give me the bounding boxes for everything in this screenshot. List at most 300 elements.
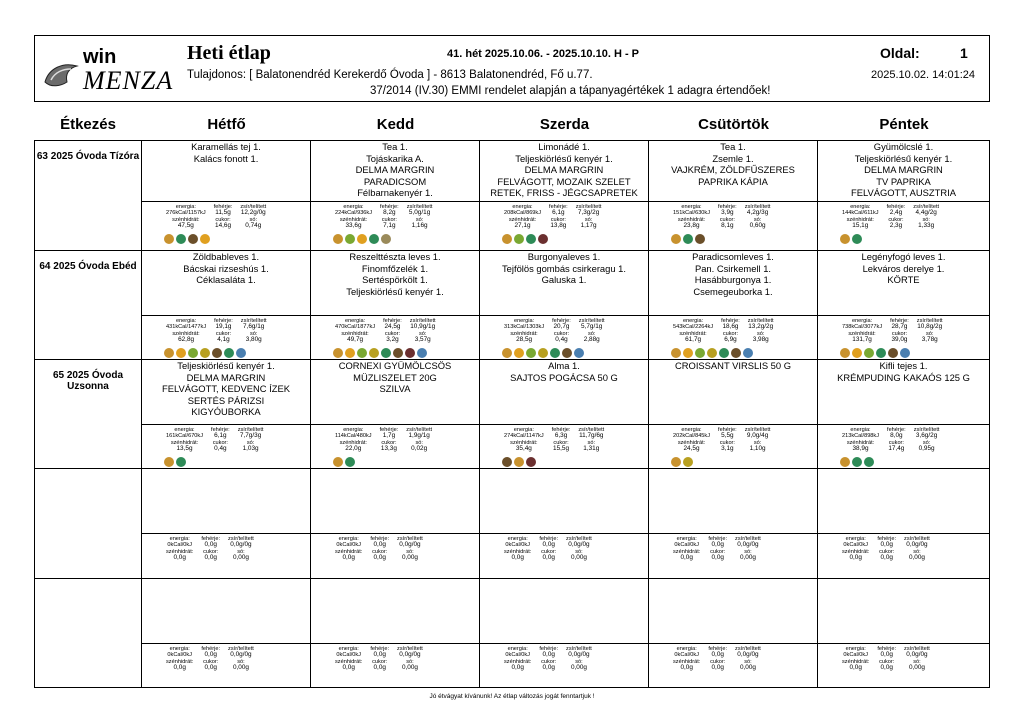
energy-value: 0kCal/0kJ	[843, 652, 868, 659]
nutrition-table	[331, 204, 437, 230]
sugar-label: cukor:	[215, 330, 232, 337]
salt-label: só:	[249, 330, 258, 337]
gluten-allergen-icon	[671, 348, 681, 358]
egg-allergen-icon	[683, 348, 693, 358]
fish-allergen-icon	[743, 348, 753, 358]
carb-value: 49,7g	[347, 336, 364, 344]
menu-item: Bácskai rizseshús 1.	[183, 262, 269, 274]
nutrition-table	[500, 204, 606, 230]
nutrition-table	[669, 204, 775, 230]
carb-value: 38,9g	[852, 445, 869, 453]
protein-value: 11,5g	[215, 209, 231, 217]
menu-item: SERTÉS PÁRIZSI	[187, 394, 265, 406]
menu-cell	[311, 251, 480, 359]
sugar-label: cukor:	[381, 439, 397, 446]
carb-label: szénhidrát:	[170, 439, 199, 446]
carb-value: 15,1g	[852, 222, 869, 230]
nutrition-table	[669, 536, 765, 562]
carb-label: szénhidrát:	[510, 439, 538, 446]
milk-allergen-icon	[224, 348, 234, 358]
menu-item: Tea 1.	[720, 141, 746, 152]
nutrition-panel	[649, 201, 817, 249]
salt-value: 3,78g	[921, 336, 938, 344]
menu-item: PARADICSOM	[363, 175, 427, 187]
salt-value: 0,95g	[918, 445, 935, 453]
fish-allergen-icon	[236, 348, 246, 358]
carb-label: szénhidrát:	[504, 548, 532, 555]
allergen-icons	[164, 234, 212, 246]
celery-allergen-icon	[188, 348, 198, 358]
soy-allergen-icon	[212, 348, 222, 358]
sugar-label: cukor:	[372, 658, 388, 665]
salt-label: só:	[744, 548, 752, 555]
menu-cell	[818, 141, 989, 250]
menu-items	[311, 360, 479, 395]
salt-label: só:	[925, 330, 934, 337]
milk-allergen-icon	[176, 457, 186, 467]
energy-label: energia:	[169, 646, 190, 652]
nutrition-table	[331, 646, 427, 672]
fat-label: zsír/telített	[747, 318, 774, 324]
milk-allergen-icon	[345, 457, 355, 467]
protein-label: fehérje:	[201, 536, 221, 542]
salt-value: 0,00g	[232, 554, 249, 562]
nutrition-panel	[818, 201, 989, 249]
protein-value: 5,5g	[721, 432, 734, 440]
fat-label: zsír/telített	[409, 318, 436, 324]
menu-item: FELVÁGOTT, MOZAIK SZELET	[497, 175, 631, 187]
protein-value: 6,1g	[214, 432, 227, 440]
energy-label: energia:	[845, 646, 866, 652]
sugar-label: cukor:	[550, 216, 566, 223]
column-header-thursday: Csütörtök	[698, 116, 769, 133]
menu-item: KRÉMPUDING KAKAÓS 125 G	[837, 371, 970, 383]
carb-value: 22,0g	[345, 445, 362, 453]
nutrition-panel	[142, 533, 310, 581]
nutrition-table	[669, 318, 778, 344]
energy-label: energia:	[682, 318, 704, 324]
fat-label: zsír/telített	[916, 318, 943, 324]
carb-label: szénhidrát:	[510, 330, 538, 337]
logo-menza-text: MENZA	[83, 66, 174, 95]
celery-allergen-icon	[345, 234, 355, 244]
protein-label: fehérje:	[214, 318, 233, 324]
protein-value: 0,0g	[542, 541, 555, 549]
salt-label: só:	[237, 548, 245, 555]
sugar-value: 0,0g	[880, 554, 893, 562]
sugar-label: cukor:	[722, 330, 739, 337]
meal-row	[35, 250, 989, 359]
nutrition-panel	[142, 424, 310, 472]
sugar-label: cukor:	[719, 439, 735, 446]
nutrition-panel	[818, 315, 989, 363]
sulphite-allergen-icon	[538, 234, 548, 244]
carb-label: szénhidrát:	[341, 330, 369, 337]
nutrition-panel	[818, 643, 989, 691]
salt-value: 2,88g	[583, 336, 600, 344]
salt-value: 0,00g	[908, 554, 925, 562]
menu-items	[480, 251, 648, 286]
menu-cell	[142, 579, 311, 688]
carb-value: 33,6g	[345, 222, 362, 230]
nutrition-table	[162, 646, 258, 672]
carb-label: szénhidrát:	[166, 548, 194, 555]
nutrition-table	[838, 427, 944, 453]
fat-label: zsír/telített	[228, 536, 254, 542]
gluten-allergen-icon	[671, 234, 681, 244]
soy-allergen-icon	[695, 234, 705, 244]
menu-cell	[649, 579, 818, 688]
sugar-value: 13,3g	[380, 445, 397, 453]
sugar-value: 0,0g	[711, 554, 724, 562]
milk-allergen-icon	[876, 348, 886, 358]
gluten-allergen-icon	[671, 457, 681, 467]
energy-label: energia:	[338, 536, 359, 542]
sugar-label: cukor:	[203, 548, 219, 555]
protein-label: fehérje:	[211, 427, 230, 433]
protein-label: fehérje:	[549, 204, 568, 210]
menu-item: VAJKRÉM, ZÖLDFŰSZERES	[671, 164, 795, 176]
fat-value: 5,7g/1g	[581, 323, 603, 331]
energy-value: 738kCal/3077kJ	[842, 324, 883, 331]
nutrition-panel	[311, 643, 479, 691]
menu-cell	[480, 141, 649, 250]
decree-note: 37/2014 (IV.30) EMMI rendelet alapján a tápanyagértékek 1 adagra értendőek!	[370, 85, 771, 97]
salt-label: só:	[584, 216, 593, 223]
fat-value: 5,0g/1g	[408, 209, 431, 217]
menu-items	[311, 141, 479, 199]
salt-value: 0,02g	[411, 445, 428, 453]
milk-allergen-icon	[176, 234, 186, 244]
menu-item: FELVÁGOTT, KEDVENC ÍZEK	[162, 383, 290, 395]
gluten-allergen-icon	[502, 234, 512, 244]
carb-label: szénhidrát:	[335, 548, 363, 555]
menu-item: Félbarnakenyér 1.	[357, 187, 433, 199]
menu-items	[480, 360, 648, 383]
protein-label: fehérje:	[887, 427, 906, 433]
menu-items	[649, 360, 817, 372]
sugar-label: cukor:	[381, 216, 397, 223]
menu-grid	[34, 140, 990, 688]
salt-label: só:	[418, 330, 427, 337]
milk-allergen-icon	[526, 234, 536, 244]
salt-value: 1,31g	[583, 445, 600, 453]
gluten-allergen-icon	[333, 348, 343, 358]
energy-value: 276kCal/1157kJ	[166, 210, 206, 217]
mustard-allergen-icon	[200, 348, 210, 358]
protein-label: fehérje:	[539, 536, 559, 542]
energy-label: energia:	[681, 427, 702, 433]
winmenza-logo	[43, 44, 173, 94]
menu-item: Zöldbableves 1.	[192, 251, 260, 262]
carb-value: 27,1g	[514, 222, 531, 230]
nutrition-panel	[818, 533, 989, 581]
carb-value: 13,5g	[176, 445, 193, 453]
fat-label: zsír/telített	[575, 204, 602, 210]
menu-cell	[480, 360, 649, 468]
salt-value: 1,03g	[242, 445, 259, 453]
protein-value: 3,9g	[721, 209, 734, 217]
energy-label: energia:	[344, 318, 366, 324]
carb-value: 62,8g	[178, 336, 195, 344]
soy-allergen-icon	[393, 348, 403, 358]
menu-item: TV PAPRIKA	[876, 175, 931, 187]
egg-allergen-icon	[345, 348, 355, 358]
sugar-label: cukor:	[541, 658, 557, 665]
protein-value: 0,0g	[542, 651, 555, 659]
protein-value: 0,0g	[204, 541, 217, 549]
protein-label: fehérje:	[213, 204, 233, 210]
carb-value: 0,0g	[849, 554, 862, 562]
energy-value: 0kCal/0kJ	[674, 542, 699, 549]
protein-label: fehérje:	[708, 536, 728, 542]
menu-item: SZILVA	[379, 383, 411, 395]
nutrition-table	[669, 646, 765, 672]
protein-value: 6,1g	[552, 209, 565, 217]
gluten-allergen-icon	[164, 348, 174, 358]
nutrition-table	[500, 318, 609, 344]
energy-label: energia:	[512, 204, 533, 210]
column-header-meal: Étkezés	[60, 116, 116, 133]
menu-item: Csemegeuborka 1.	[693, 285, 773, 297]
carb-value: 0,0g	[680, 554, 693, 562]
allergen-icons	[333, 234, 393, 246]
energy-value: 543kCal/2264kJ	[673, 324, 714, 331]
fat-label: zsír/telített	[735, 536, 761, 542]
egg-allergen-icon	[176, 348, 186, 358]
allergen-icons	[502, 234, 550, 246]
sugar-label: cukor:	[888, 439, 904, 446]
energy-value: 224kCal/936kJ	[335, 210, 373, 217]
menu-item: Tejfölös gombás csirkeragu 1.	[501, 262, 627, 274]
menu-cell	[142, 141, 311, 250]
salt-value: 0,74g	[245, 222, 262, 230]
menu-item: Limonádé 1.	[538, 141, 590, 152]
fat-value: 0,0g/0g	[568, 541, 590, 549]
sugar-label: cukor:	[879, 658, 895, 665]
protein-value: 6,3g	[554, 432, 568, 440]
nutrition-panel	[311, 201, 479, 249]
gluten-allergen-icon	[840, 234, 850, 244]
sugar-value: 0,4g	[555, 336, 568, 344]
soy-allergen-icon	[888, 348, 898, 358]
sugar-value: 14,6g	[215, 222, 232, 230]
menu-item: Tea 1.	[382, 141, 408, 152]
energy-label: energia:	[845, 536, 866, 542]
salt-value: 0,00g	[739, 664, 756, 672]
carb-value: 61,7g	[685, 336, 702, 344]
column-header-friday: Péntek	[879, 116, 929, 133]
fat-label: zsír/telített	[397, 646, 423, 652]
salt-label: só:	[575, 658, 583, 665]
fat-label: zsír/telített	[406, 204, 433, 210]
protein-label: fehérje:	[539, 646, 559, 652]
nutrition-panel	[142, 643, 310, 691]
celery-allergen-icon	[357, 348, 367, 358]
fat-label: zsír/telített	[735, 646, 761, 652]
carb-value: 131,7g	[852, 336, 872, 344]
sulphite-allergen-icon	[405, 348, 415, 358]
fat-label: zsír/telített	[566, 536, 592, 542]
salt-label: só:	[922, 216, 930, 223]
nutrition-panel	[649, 424, 817, 472]
nutrition-table	[162, 204, 270, 230]
menu-item: Teljeskiörlésű kenyér 1.	[177, 360, 275, 371]
protein-label: fehérje:	[370, 646, 390, 652]
mustard-allergen-icon	[369, 348, 379, 358]
salt-label: só:	[406, 658, 414, 665]
menu-cell	[480, 579, 649, 688]
sugar-value: 3,2g	[386, 336, 399, 344]
nutrition-table	[500, 536, 596, 562]
carb-value: 0,0g	[173, 664, 186, 672]
milk-allergen-icon	[381, 348, 391, 358]
meal-row-label: 64 2025 Óvoda Ebéd	[35, 251, 142, 359]
celery-allergen-icon	[514, 234, 524, 244]
menu-item: Kalács fonott 1.	[193, 152, 259, 164]
carb-label: szénhidrát:	[673, 658, 701, 665]
energy-label: energia:	[174, 427, 195, 433]
carb-label: szénhidrát:	[339, 439, 367, 446]
protein-value: 0,0g	[373, 651, 386, 659]
menu-cell	[649, 251, 818, 359]
menu-items	[142, 251, 310, 286]
salt-label: só:	[922, 439, 931, 446]
fat-value: 4,4g/2g	[915, 209, 937, 217]
page-title: Heti étlap	[187, 42, 271, 64]
meal-row-label: 63 2025 Óvoda Tízóra	[35, 141, 142, 250]
protein-value: 0,0g	[711, 651, 724, 659]
nutrition-table	[838, 204, 943, 230]
energy-value: 144kCal/611kJ	[842, 210, 879, 217]
menu-item: Hasábburgonya 1.	[694, 274, 772, 286]
menu-cell	[649, 360, 818, 468]
carb-label: szénhidrát:	[677, 216, 706, 223]
carb-value: 47,5g	[177, 222, 194, 230]
energy-label: energia:	[850, 204, 871, 210]
carb-label: szénhidrát:	[166, 658, 194, 665]
energy-value: 470kCal/1877kJ	[335, 324, 376, 331]
sugar-value: 6,9g	[724, 336, 737, 344]
energy-label: energia:	[338, 646, 359, 652]
milk-allergen-icon	[550, 348, 560, 358]
page-number: 1	[960, 45, 968, 61]
protein-value: 28,7g	[891, 323, 908, 331]
protein-value: 8,0g	[890, 432, 903, 440]
protein-value: 1,7g	[382, 432, 396, 440]
nutrition-panel	[649, 533, 817, 581]
sugar-value: 0,0g	[880, 664, 893, 672]
menu-items	[818, 251, 989, 286]
salt-value: 0,00g	[570, 554, 587, 562]
menu-cell	[311, 469, 480, 578]
salt-value: 0,00g	[739, 554, 756, 562]
sugar-value: 8,1g	[721, 222, 734, 230]
carb-label: szénhidrát:	[172, 216, 200, 223]
gluten-allergen-icon	[333, 457, 343, 467]
carb-value: 0,0g	[173, 554, 186, 562]
energy-value: 313kCal/1303kJ	[504, 324, 545, 331]
salt-label: só:	[415, 439, 423, 446]
menu-cell	[142, 251, 311, 359]
energy-label: energia:	[676, 646, 697, 652]
nutrition-table	[162, 536, 258, 562]
sugar-value: 0,4g	[214, 445, 227, 453]
salt-label: só:	[913, 658, 921, 665]
carb-label: szénhidrát:	[677, 439, 706, 446]
sugar-value: 39,0g	[891, 336, 908, 344]
carb-value: 35,4g	[515, 445, 532, 453]
energy-value: 0kCal/0kJ	[843, 542, 868, 549]
carb-label: szénhidrát:	[508, 216, 537, 223]
menu-item: Kifli tejes 1.	[879, 360, 928, 371]
carb-value: 0,0g	[342, 664, 355, 672]
energy-value: 0kCal/0kJ	[167, 652, 192, 659]
protein-value: 2,4g	[889, 209, 903, 217]
fat-label: zsír/telített	[237, 427, 264, 433]
fat-value: 12,2g/0g	[240, 209, 266, 217]
menu-item: Sertéspörkölt 1.	[362, 274, 428, 286]
carb-value: 28,5g	[516, 336, 533, 344]
protein-label: fehérje:	[551, 427, 571, 433]
column-header-wednesday: Szerda	[539, 116, 590, 133]
gluten-allergen-icon	[514, 457, 524, 467]
energy-value: 202kCal/845kJ	[673, 433, 711, 440]
menu-item: Teljeskiörlésű kenyér 1.	[854, 152, 953, 164]
menu-item: DELMA MARGRIN	[864, 164, 943, 176]
carb-label: szénhidrát:	[335, 658, 363, 665]
fat-label: zsír/telített	[397, 536, 423, 542]
menu-item: Pan. Csirkemell 1.	[694, 262, 772, 274]
protein-label: fehérje:	[877, 646, 897, 652]
salt-label: só:	[587, 439, 596, 446]
logo-win-text: win	[83, 46, 117, 68]
salt-label: só:	[913, 548, 921, 555]
energy-label: energia:	[175, 318, 197, 324]
protein-value: 0,0g	[880, 651, 893, 659]
nutrition-table	[331, 318, 440, 344]
protein-value: 0,0g	[204, 651, 217, 659]
fish-allergen-icon	[900, 348, 910, 358]
fat-value: 4,2g/3g	[746, 209, 769, 217]
milk-allergen-icon	[683, 234, 693, 244]
fat-value: 0,0g/0g	[230, 541, 252, 549]
fat-value: 13,2g/2g	[748, 323, 774, 331]
energy-value: 0kCal/0kJ	[336, 542, 361, 549]
allergen-icons	[671, 234, 707, 246]
protein-label: fehérje:	[721, 318, 740, 324]
fat-label: zsír/telített	[744, 204, 771, 210]
menu-cell	[311, 579, 480, 688]
protein-value: 18,6g	[722, 323, 739, 331]
energy-label: energia:	[513, 318, 535, 324]
sugar-label: cukor:	[384, 330, 401, 337]
energy-value: 0kCal/0kJ	[674, 652, 699, 659]
sugar-value: 17,4g	[888, 445, 905, 453]
soy-allergen-icon	[502, 457, 512, 467]
energy-label: energia:	[507, 646, 528, 652]
menu-item: RETEK, FRISS - JÉGCSAPRETEK	[490, 187, 638, 199]
fat-value: 10,9g/1g	[410, 323, 436, 331]
fat-value: 1,9g/1g	[408, 432, 430, 440]
fat-value: 10,8g/2g	[917, 323, 943, 331]
menu-cell	[818, 360, 989, 468]
menu-item: Gyümölcslé 1.	[873, 141, 934, 152]
sugar-value: 13,8g	[550, 222, 567, 230]
milk-allergen-icon	[852, 234, 862, 244]
fish-allergen-icon	[417, 348, 427, 358]
page-label: Oldal:	[880, 45, 920, 61]
